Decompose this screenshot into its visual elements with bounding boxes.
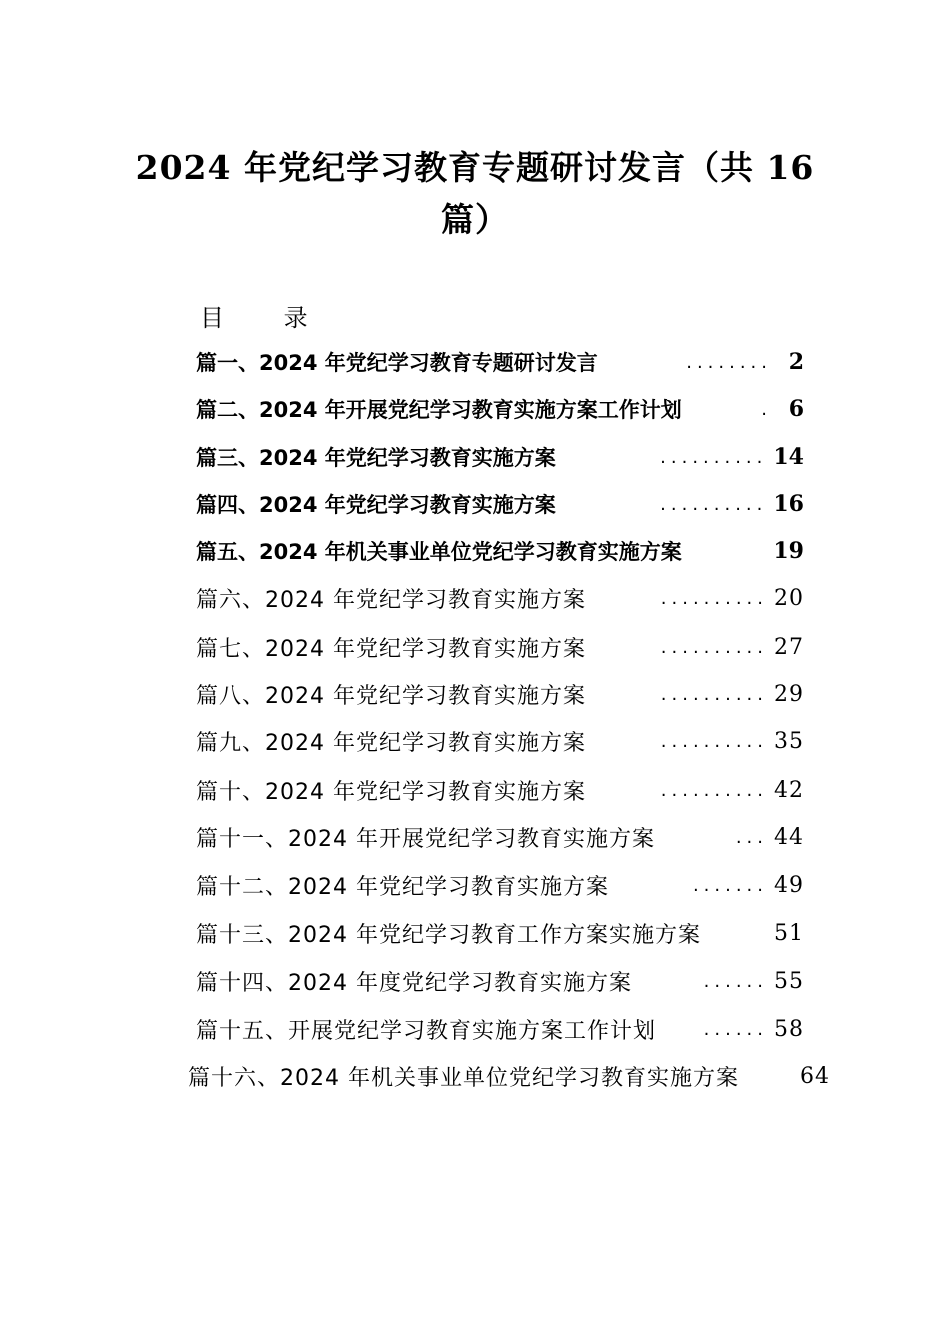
toc-entry[interactable] [196, 484, 804, 524]
toc-entry-page-number: 49 [774, 872, 804, 898]
toc-entry-page-number: 19 [773, 538, 804, 564]
toc-entry-page-number: 16 [773, 491, 804, 517]
toc-entry-page-number: 44 [774, 824, 804, 850]
toc-entry[interactable] [196, 770, 804, 810]
toc-entry-leader: .......... [660, 730, 768, 752]
toc-entry[interactable] [196, 437, 804, 477]
toc-entry-label: 篇三、2024 年党纪学习教育实施方案 [196, 446, 556, 470]
toc-entry-label: 篇十一、2024 年开展党纪学习教育实施方案 [196, 826, 655, 852]
toc-heading: 目 录 [200, 304, 334, 332]
toc-entry-page-number: 14 [773, 444, 804, 470]
toc-entry-label: 篇十三、2024 年党纪学习教育工作方案实施方案 [196, 922, 701, 948]
toc-entry-label: 篇一、2024 年党纪学习教育专题研讨发言 [196, 351, 598, 375]
toc-entry[interactable] [196, 721, 804, 761]
toc-entry-leader: .......... [660, 636, 768, 658]
toc-entry-leader: ... [735, 826, 768, 848]
toc-entry-leader: .......... [660, 683, 768, 705]
toc-entry[interactable] [196, 389, 804, 429]
toc-entry-label: 篇七、2024 年党纪学习教育实施方案 [196, 636, 586, 662]
title-line-1: 2024 年党纪学习教育专题研讨发言（共 16 [135, 148, 815, 187]
toc-entry[interactable] [196, 1009, 804, 1049]
toc-entry-label: 篇四、2024 年党纪学习教育实施方案 [196, 493, 556, 517]
toc-entry[interactable] [196, 817, 804, 857]
toc-entry-leader: .......... [660, 493, 768, 515]
toc-entry-page-number: 64 [800, 1063, 830, 1089]
toc-entry-leader: ....... [692, 874, 768, 896]
toc-entry-leader: . [761, 398, 772, 420]
toc-entry-leader: ...... [703, 970, 768, 992]
toc-entry-leader: .......... [660, 446, 768, 468]
toc-entry-leader: .......... [660, 779, 768, 801]
toc-entry-page-number: 2 [788, 349, 804, 375]
toc-entry-page-number: 55 [774, 968, 804, 994]
toc-entry[interactable] [196, 913, 804, 953]
toc-entry-label: 篇十四、2024 年度党纪学习教育实施方案 [196, 970, 632, 996]
toc-entry-page-number: 58 [774, 1016, 804, 1042]
toc-entry[interactable] [188, 1056, 830, 1096]
toc-entry-label: 篇六、2024 年党纪学习教育实施方案 [196, 587, 586, 613]
toc-entry-label: 篇二、2024 年开展党纪学习教育实施方案工作计划 [196, 398, 682, 422]
toc-entry-page-number: 51 [774, 920, 804, 946]
toc-entry[interactable] [196, 531, 804, 571]
toc-entry-label: 篇九、2024 年党纪学习教育实施方案 [196, 730, 586, 756]
toc-entry-leader: .......... [660, 587, 768, 609]
toc-entry[interactable] [196, 627, 804, 667]
toc-entry-page-number: 20 [774, 585, 804, 611]
toc-entry[interactable] [196, 342, 804, 382]
title-line-2: 篇） [441, 200, 509, 239]
toc-entry-label: 篇十二、2024 年党纪学习教育实施方案 [196, 874, 609, 900]
toc-entry-page-number: 27 [774, 634, 804, 660]
toc-entry[interactable] [196, 674, 804, 714]
toc-entry-page-number: 42 [774, 777, 804, 803]
toc-entry-label: 篇十、2024 年党纪学习教育实施方案 [196, 779, 586, 805]
toc-entry-leader: ........ [686, 351, 772, 373]
toc-entry-page-number: 35 [774, 728, 804, 754]
toc-entry[interactable] [196, 865, 804, 905]
toc-entry[interactable] [196, 961, 804, 1001]
toc-entry-page-number: 6 [788, 396, 804, 422]
document-title [100, 142, 850, 246]
toc-entry-page-number: 29 [774, 681, 804, 707]
toc-entry-label: 篇八、2024 年党纪学习教育实施方案 [196, 683, 586, 709]
toc-entry-leader: ...... [703, 1018, 768, 1040]
toc-entry[interactable] [196, 578, 804, 618]
toc-entry-label: 篇十五、开展党纪学习教育实施方案工作计划 [196, 1018, 657, 1044]
toc-entry-label: 篇十六、2024 年机关事业单位党纪学习教育实施方案 [188, 1065, 739, 1091]
toc-entry-label: 篇五、2024 年机关事业单位党纪学习教育实施方案 [196, 540, 682, 564]
